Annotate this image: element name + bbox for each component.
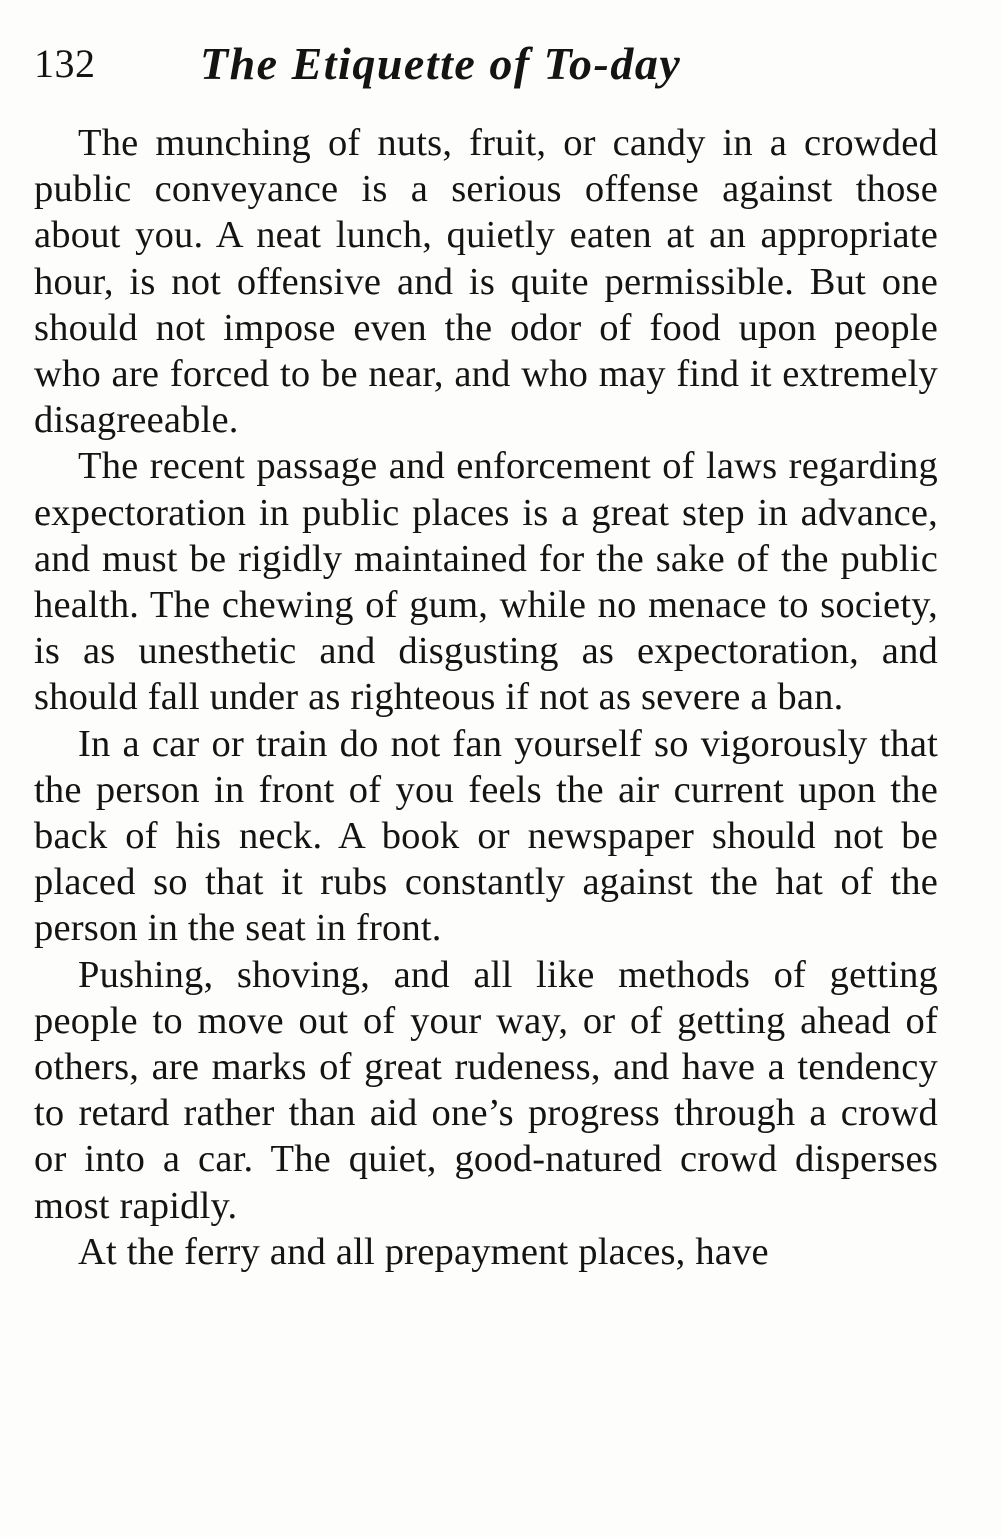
- page-number: 132: [34, 41, 96, 86]
- paragraph-pushing-shoving: Pushing, shoving, and all like methods of getting people to move out of your way, or of getting ahead of others, are marks of great rudeness, and have a tendency to retard rather than aid one’s progress through a crowd or into a car. The quiet, good-natured crowd disperses most rapidly.: [34, 953, 938, 1227]
- page-header: [34, 36, 944, 96]
- paragraph-food-in-conveyance: The munching of nuts, fruit, or candy in a crowded public conveyance is a serious offense against those about you. A neat lunch, quietly eaten at an appropriate hour, is not offensive and is quite permissible. But one should not impose even the odor of food upon people who are forced to be near, and who may find it extremely disagreeable.: [34, 122, 938, 442]
- paragraph-ferry-prepayment: At the ferry and all prepayment places, have: [78, 1230, 769, 1273]
- paragraph-expectoration-laws: The recent passage and enforcement of laws regarding expectoration in public places is a great step in advance, and must be rigidly maintained for the sake of the public health. The chewing of gum, while no menace to society, is as unesthetic and disgusting as expectoration, and should fall under as righteous if not as severe a ban.: [34, 445, 938, 719]
- body-text: [34, 120, 938, 1275]
- running-title: The Etiquette of To-day: [200, 38, 682, 89]
- paragraph-fanning-in-car: In a car or train do not fan yourself so vigorously that the person in front of you feels the air current upon the back of his neck. A book or newspaper should not be placed so that it rubs constantly against the hat of the person in the seat in front.: [34, 722, 938, 950]
